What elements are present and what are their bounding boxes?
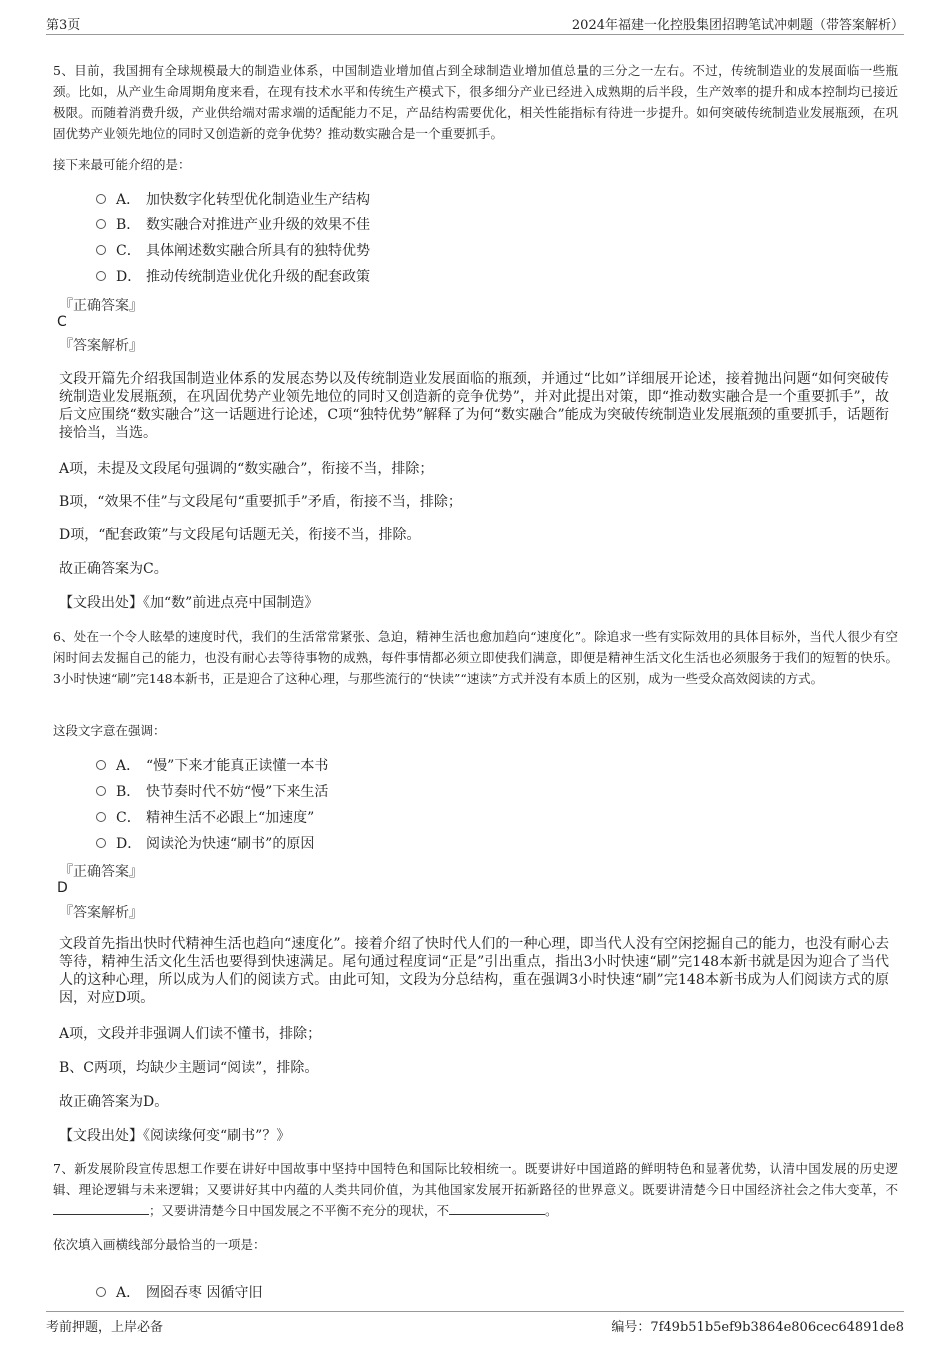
radio-icon[interactable]: [96, 786, 106, 796]
footer-slogan: 考前押题，上岸必备: [46, 1320, 164, 1335]
q5-option-d[interactable]: D． 推动传统制造业优化升级的配套政策: [96, 267, 370, 287]
question-6-prompt: 这段文字意在强调：: [53, 723, 166, 738]
radio-icon[interactable]: [96, 1287, 106, 1297]
q6-note: B、C两项，均缺少主题词“阅读”，排除。: [59, 1060, 319, 1076]
radio-icon[interactable]: [96, 219, 106, 229]
q5-explanation: 文段开篇先介绍我国制造业体系的发展态势以及传统制造业发展面临的瓶颈，并通过“比如”详细展开论述，接着抛出问题“如何突破传统制造业发展瓶颈，在巩固优势产业领先地位的同时又创造新的竞争优势”，并对此提出对策，即“推动数实融合是一个重要抓手”，故后文应围绕“数实融合”这一话题进行论述，C项“独特优势”解释了为何“数实融合”能成为突破传统制造业发展瓶颈的重要抓手，话题衔接恰当，当选。: [59, 371, 889, 441]
q7-option-a[interactable]: A． 囫囵吞枣 因循守旧: [96, 1283, 262, 1303]
q6-option-d[interactable]: D． 阅读沦为快速“刷书”的原因: [96, 834, 314, 854]
q5-note: B项，“效果不佳”与文段尾句“重要抓手”矛盾，衔接不当，排除；: [59, 494, 462, 510]
radio-icon[interactable]: [96, 245, 106, 255]
q6-explanation: 文段首先指出快时代精神生活也趋向“速度化”。接着介绍了快时代人们的一种心理，即当代人没有空闲挖掘自己的能力，也没有耐心去等待，精神生活文化生活也要得到快速满足。尾句通过程度词“正是”引出重点，指出3小时快速“刷”完148本新书就是因为迎合了当代人的这种心理，所以成为人们的阅读方式。由此可知，文段为分总结构，重在强调3小时快速“刷”完148本新书成为人们阅读方式的原因，对应D项。: [59, 936, 889, 1006]
q6-option-b[interactable]: B． 快节奏时代不妨“慢”下来生活: [96, 782, 328, 802]
q5-source: 【文段出处】《加“数”前进点亮中国制造》: [59, 595, 319, 611]
q6-option-c[interactable]: C． 精神生活不必跟上“加速度”: [96, 808, 314, 828]
q5-note: A项，未提及文段尾句强调的“数实融合”，衔接不当，排除；: [59, 461, 434, 477]
radio-icon[interactable]: [96, 271, 106, 281]
question-5-prompt: 接下来最可能介绍的是：: [53, 157, 191, 172]
q6-answer: D: [57, 880, 68, 896]
analysis-label: 『答案解析』: [59, 905, 143, 921]
correct-answer-label: 『正确答案』: [59, 864, 143, 880]
page-header: [46, 10, 904, 35]
q6-option-a[interactable]: A． “慢”下来才能真正读懂一本书: [96, 756, 328, 776]
analysis-label: 『答案解析』: [59, 338, 143, 354]
page-footer: [46, 1311, 904, 1336]
q5-option-b[interactable]: B． 数实融合对推进产业升级的效果不佳: [96, 215, 370, 235]
q6-source: 【文段出处】《阅读缘何变“刷书”？》: [59, 1128, 291, 1144]
radio-icon[interactable]: [96, 194, 106, 204]
radio-icon[interactable]: [96, 760, 106, 770]
question-6-text: 6、处在一个令人眩晕的速度时代，我们的生活常常紧张、急迫，精神生活也愈加趋向“速度化”。除追求一些有实际效用的具体目标外，当代人很少有空闲时间去发掘自己的能力，也没有耐心去等待事物的成熟，每件事情都必须立即使我们满意，即便是精神生活文化生活也必须服务于我们的短暂的快乐。3小时快速“刷”完148本新书，正是迎合了这种心理，与那些流行的“快读”“速读”方式并没有本质上的区别，成为一些受众高效阅读的方式。: [53, 629, 898, 686]
q5-option-a[interactable]: A． 加快数字化转型优化制造业生产结构: [96, 190, 370, 210]
document-title: 2024年福建一化控股集团招聘笔试冲刺题（带答案解析）: [571, 18, 904, 33]
correct-answer-label: 『正确答案』: [59, 298, 143, 314]
document-code: 编号：7f49b51b5ef9b3864e806cec64891de8: [611, 1320, 904, 1335]
q5-answer: C: [57, 314, 67, 330]
fill-blank-1[interactable]: [53, 1202, 149, 1215]
radio-icon[interactable]: [96, 812, 106, 822]
q5-note: D项，“配套政策”与文段尾句话题无关，衔接不当，排除。: [59, 527, 421, 543]
fill-blank-2[interactable]: [449, 1202, 545, 1215]
question-7-text: 7、新发展阶段宣传思想工作要在讲好中国故事中坚持中国特色和国际比较相统一。既要讲好中国道路的鲜明特色和显著优势，认清中国发展的历史逻辑、理论逻辑与未来逻辑；又要讲好其中内蕴的人类共同价值，为其他国家发展开拓新路径的世界意义。既要讲清楚今日中国经济社会之伟大变革，不；又要讲清楚今日中国发展之不平衡不充分的现状，不 。: [53, 1161, 898, 1218]
q5-option-c[interactable]: C． 具体阐述数实融合所具有的独特优势: [96, 241, 370, 261]
q5-conclusion: 故正确答案为C。: [59, 561, 168, 577]
question-7-prompt: 依次填入画横线部分最恰当的一项是：: [53, 1237, 266, 1252]
q6-conclusion: 故正确答案为D。: [59, 1094, 169, 1110]
q6-note: A项，文段并非强调人们读不懂书，排除；: [59, 1026, 322, 1042]
page-number: 第3页: [46, 18, 81, 33]
radio-icon[interactable]: [96, 838, 106, 848]
question-5-text: 5、目前，我国拥有全球规模最大的制造业体系，中国制造业增加值占到全球制造业增加值总量的三分之一左右。不过，传统制造业的发展面临一些瓶颈。比如，从产业生命周期角度来看，在现有技术水平和传统生产模式下，很多细分产业已经进入成熟期的后半段，生产效率的提升和成本控制均已接近极限。而随着消费升级，产业供给端对需求端的适配能力不足，产品结构需要优化，相关性能指标有待进一步提升。如何突破传统制造业发展瓶颈，在巩固优势产业领先地位的同时又创造新的竞争优势？推动数实融合是一个重要抓手。: [53, 63, 898, 141]
